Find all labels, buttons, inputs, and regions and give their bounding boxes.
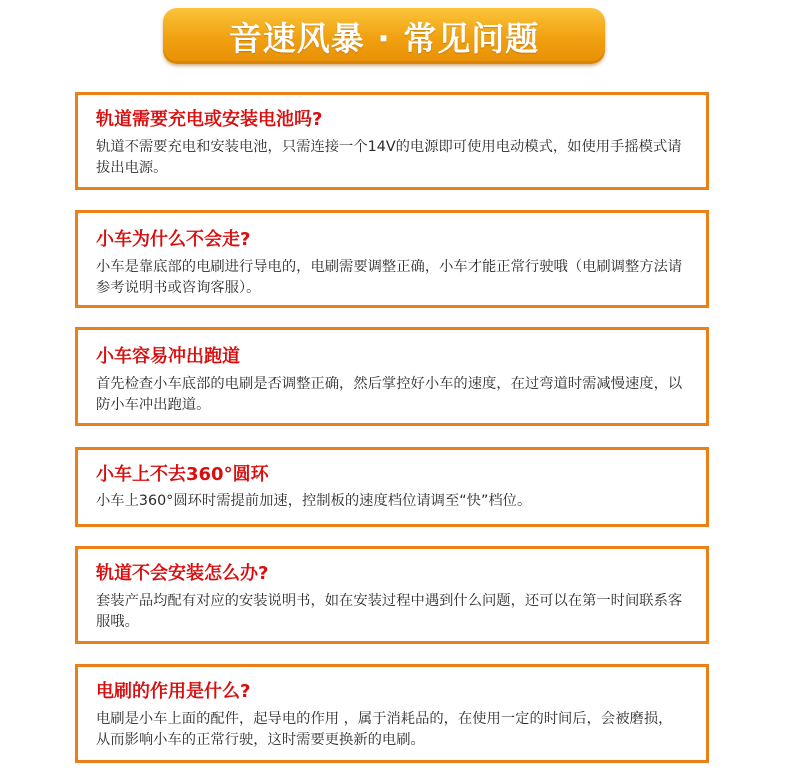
faq-question: 电刷的作用是什么? [96,681,251,702]
faq-answer: 首先检查小车底部的电刷是否调整正确，然后掌控好小车的速度，在过弯道时需减慢速度，以防小车冲出跑道。 [96,376,683,413]
faq-item-5 [75,546,709,644]
faq-item-3 [75,327,709,426]
faq-question: 轨道不会安装怎么办? [96,563,269,584]
title-banner [163,8,605,64]
faq-question: 小车为什么不会走? [96,229,251,250]
faq-item-6 [75,664,709,763]
faq-answer: 电刷是小车上面的配件，起导电的作用 ，属于消耗品的，在使用一定的时间后，会被磨损，从而影响小车的正常行驶，这时需要更换新的电刷。 [96,711,673,748]
faq-item-2 [75,210,709,308]
faq-question: 轨道需要充电或安装电池吗? [96,109,323,130]
faq-answer: 小车上360°圆环时需提前加速，控制板的速度档位请调至“快”档位。 [96,493,532,509]
page-title: 音速风暴 · 常见问题 [228,18,540,58]
faq-answer: 套装产品均配有对应的安装说明书，如在安装过程中遇到什么问题，还可以在第一时间联系客服哦。 [96,593,683,630]
faq-question: 小车上不去360°圆环 [96,464,269,485]
faq-item-4 [75,447,709,527]
faq-answer: 小车是靠底部的电刷进行导电的，电刷需要调整正确，小车才能正常行驶哦（电刷调整方法请参考说明书或咨询客服）。 [96,259,683,296]
faq-answer: 轨道不需要充电和安装电池，只需连接一个14V的电源即可使用电动模式，如使用手摇模式请拔出电源。 [96,139,682,176]
faq-question: 小车容易冲出跑道 [96,346,240,367]
faq-item-1 [75,92,709,190]
